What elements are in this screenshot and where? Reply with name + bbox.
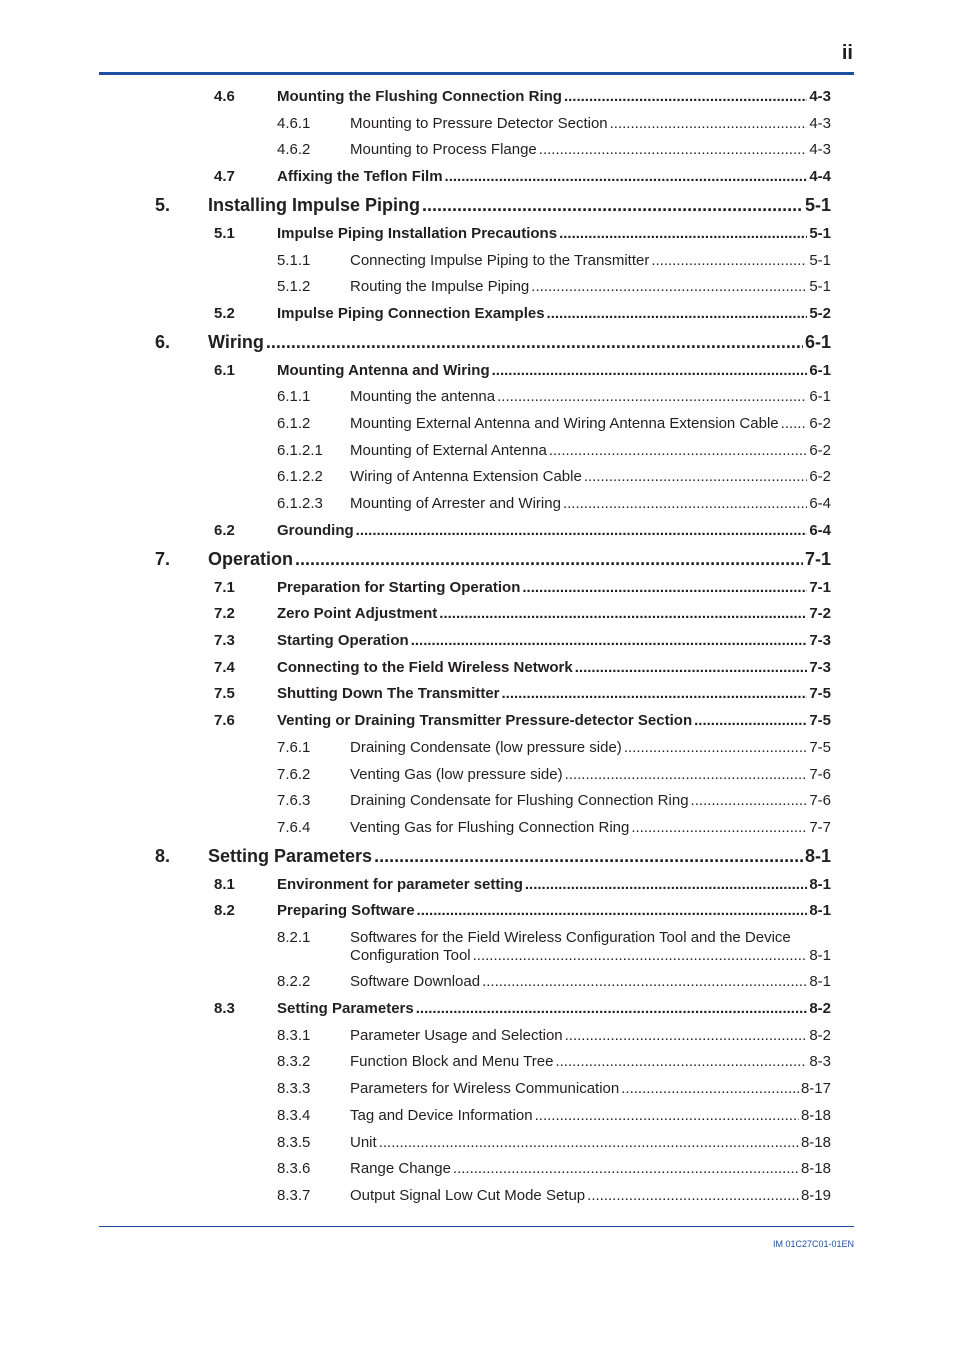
dot-leader — [482, 973, 807, 990]
toc-entry-title-wrap — [277, 902, 809, 919]
toc-entry-title-wrap — [277, 712, 809, 729]
dot-leader — [565, 1027, 808, 1044]
toc-entry-title: Operation — [208, 549, 294, 569]
toc-entry-8-3-4[interactable] — [277, 1107, 831, 1124]
toc-entry-title: Setting Parameters — [277, 1000, 414, 1017]
toc-entry-number: 6.1 — [214, 362, 235, 379]
toc-entry-6-1-1[interactable] — [277, 388, 831, 405]
footer-rule — [99, 1226, 854, 1227]
toc-entry-number: 7.1 — [214, 579, 235, 596]
toc-entry-title: Tag and Device Information — [350, 1107, 533, 1124]
toc-entry-page: 6-2 — [809, 442, 831, 459]
toc-entry-page: 4-4 — [809, 168, 831, 185]
toc-entry-title: Zero Point Adjustment — [277, 605, 438, 622]
toc-entry-6-1-2-1[interactable] — [277, 442, 831, 459]
toc-entry-page: 5-1 — [809, 252, 831, 269]
toc-entry-page: 7-7 — [809, 819, 831, 836]
toc-entry-title-wrap — [350, 278, 809, 295]
toc-entry-number: 6.2 — [214, 522, 235, 539]
toc-entry-title: Environment for parameter setting — [277, 876, 523, 893]
toc-entry-page: 4-3 — [809, 115, 831, 132]
toc-entry-title-wrap — [350, 766, 809, 783]
toc-entry-title: Wiring of Antenna Extension Cable — [350, 468, 582, 485]
toc-entry-title-wrap — [277, 876, 809, 893]
toc-entry-number: 7.2 — [214, 605, 235, 622]
dot-leader — [439, 605, 807, 622]
toc-entry-7-6-2[interactable] — [277, 766, 831, 783]
dot-leader — [549, 442, 808, 459]
toc-entry-6-1-2-2[interactable] — [277, 468, 831, 485]
toc-entry-title-wrap — [350, 1080, 801, 1097]
toc-entry-number: 4.7 — [214, 168, 235, 185]
toc-entry-number: 7. — [155, 549, 171, 569]
dot-leader — [531, 278, 807, 295]
dot-leader — [621, 1080, 799, 1097]
toc-entry-page: 8-2 — [809, 1027, 831, 1044]
toc-entry-number: 7.6.2 — [277, 766, 311, 783]
toc-entry-title: Grounding — [277, 522, 354, 539]
toc-entry-number: 6.1.2.1 — [277, 442, 323, 459]
toc-entry-4-6-1[interactable] — [277, 115, 831, 132]
toc-entry-title-wrap — [277, 632, 809, 649]
toc-entry-7-2[interactable] — [214, 605, 831, 622]
toc-entry-6-1[interactable] — [214, 362, 831, 379]
toc-entry-title-wrap — [208, 549, 805, 570]
toc-entry-number: 7.6 — [214, 712, 235, 729]
toc-entry-6-1-2-3[interactable] — [277, 495, 831, 512]
toc-entry-number: 8.1 — [214, 876, 235, 893]
toc-entry-title-wrap — [350, 1160, 801, 1177]
toc-entry-title-wrap — [350, 1134, 801, 1151]
dot-leader — [624, 739, 808, 756]
dot-leader — [473, 947, 808, 964]
toc-entry-page: 6-2 — [809, 415, 831, 432]
toc-entry-7-6[interactable] — [214, 712, 831, 729]
dot-leader — [374, 846, 803, 867]
toc-entry-title: Impulse Piping Connection Examples — [277, 305, 545, 322]
dot-leader — [266, 332, 803, 353]
toc-entry-page: 8-18 — [800, 1107, 831, 1124]
toc-entry-title-wrap — [277, 168, 809, 185]
toc-entry-page: 7-6 — [809, 766, 831, 783]
toc-entry-title-wrap — [350, 442, 809, 459]
toc-entry-title-wrap — [350, 792, 809, 809]
toc-entry-title: Mounting to Process Flange — [350, 141, 537, 158]
toc-entry-page: 7-3 — [809, 632, 831, 649]
toc-entry-8-3-3[interactable] — [277, 1080, 831, 1097]
toc-entry-number: 6. — [155, 332, 171, 352]
dot-leader — [522, 579, 807, 596]
toc-entry-title: Softwares for the Field Wireless Configuration Tool and the Device — [350, 929, 791, 946]
toc-entry-page: 6-1 — [804, 332, 831, 352]
toc-entry-8[interactable] — [155, 846, 831, 867]
toc-entry-title-continued: Configuration Tool — [350, 947, 471, 964]
toc-entry-number: 5.2 — [214, 305, 235, 322]
toc-entry-title-wrap — [350, 388, 809, 405]
toc-entry-page: 5-2 — [809, 305, 831, 322]
toc-entry-number: 8.3.3 — [277, 1080, 311, 1097]
toc-entry-title-wrap — [277, 659, 809, 676]
toc-entry-page: 7-5 — [809, 685, 831, 702]
toc-entry-title: Connecting to the Field Wireless Network — [277, 659, 573, 676]
toc-entry-number: 8.3.5 — [277, 1134, 311, 1151]
dot-leader — [379, 1134, 799, 1151]
toc-entry-title: Wiring — [208, 332, 264, 352]
toc-entry-page: 7-3 — [809, 659, 831, 676]
toc-entry-title-wrap — [277, 522, 809, 539]
dot-leader — [564, 88, 807, 105]
toc-entry-number: 7.5 — [214, 685, 235, 702]
toc-entry-page: 4-3 — [809, 141, 831, 158]
toc-entry-title: Mounting of Arrester and Wiring — [350, 495, 561, 512]
toc-entry-page: 6-4 — [809, 522, 831, 539]
toc-entry-8-2-1[interactable] — [277, 929, 831, 964]
toc-entry-title-wrap — [277, 225, 809, 242]
toc-entry-page: 7-5 — [809, 739, 831, 756]
toc-entry-number: 7.6.3 — [277, 792, 311, 809]
toc-entry-8-3-5[interactable] — [277, 1134, 831, 1151]
toc-entry-page: 5-1 — [809, 278, 831, 295]
toc-entry-4-6-2[interactable] — [277, 141, 831, 158]
toc-entry-page: 7-1 — [809, 579, 831, 596]
toc-entry-title-wrap — [350, 115, 809, 132]
toc-entry-title: Draining Condensate (low pressure side) — [350, 739, 622, 756]
toc-entry-title: Software Download — [350, 973, 481, 990]
toc-entry-title: Unit — [350, 1134, 377, 1151]
toc-entry-title-wrap — [277, 362, 809, 379]
toc-entry-8-3-6[interactable] — [277, 1160, 831, 1177]
toc-entry-page: 8-2 — [809, 1000, 831, 1017]
toc-entry-title: Setting Parameters — [208, 846, 373, 866]
dot-leader — [781, 415, 808, 432]
toc-entry-title-wrap — [350, 495, 809, 512]
toc-entry-6[interactable] — [155, 332, 831, 353]
toc-entry-number: 6.1.2.2 — [277, 468, 323, 485]
toc-entry-title-wrap — [277, 305, 809, 322]
toc-entry-5-2[interactable] — [214, 305, 831, 322]
toc-entry-page: 7-2 — [809, 605, 831, 622]
dot-leader — [445, 168, 808, 185]
toc-entry-8-3-1[interactable] — [277, 1027, 831, 1044]
toc-entry-page: 6-4 — [809, 495, 831, 512]
toc-entry-number: 6.1.2.3 — [277, 495, 323, 512]
toc-entry-title: Parameters for Wireless Communication — [350, 1080, 620, 1097]
dot-leader — [547, 305, 808, 322]
dot-leader — [555, 1053, 807, 1070]
toc-entry-title: Starting Operation — [277, 632, 409, 649]
toc-entry-4-6[interactable] — [214, 88, 831, 105]
toc-entry-number: 8.3.2 — [277, 1053, 311, 1070]
toc-entry-title: Venting or Draining Transmitter Pressure-detector Section — [277, 712, 693, 729]
toc-entry-title: Mounting Antenna and Wiring — [277, 362, 490, 379]
toc-entry-title-wrap — [208, 846, 805, 867]
dot-leader — [295, 549, 803, 570]
toc-entry-number: 8.3.7 — [277, 1187, 311, 1204]
toc-entry-page: 5-1 — [804, 195, 831, 215]
toc-entry-7-6-4[interactable] — [277, 819, 831, 836]
toc-entry-title-wrap — [350, 819, 809, 836]
document-id: IM 01C27C01-01EN — [772, 1239, 854, 1249]
dot-leader — [422, 195, 803, 216]
toc-entry-5-1-1[interactable] — [277, 252, 831, 269]
toc-entry-8-3-7[interactable] — [277, 1187, 831, 1204]
toc-entry-title-wrap — [277, 579, 809, 596]
toc-entry-number: 7.4 — [214, 659, 235, 676]
toc-entry-7-5[interactable] — [214, 685, 831, 702]
toc-entry-number: 5.1.2 — [277, 278, 311, 295]
dot-leader — [497, 388, 807, 405]
toc-entry-title: Mounting the antenna — [350, 388, 496, 405]
toc-entry-title: Installing Impulse Piping — [208, 195, 421, 215]
toc-entry-number: 8.2 — [214, 902, 235, 919]
dot-leader — [584, 468, 808, 485]
toc-entry-page: 8-1 — [804, 846, 831, 866]
header-rule — [99, 72, 854, 75]
toc-entry-7-6-3[interactable] — [277, 792, 831, 809]
dot-leader — [575, 659, 808, 676]
toc-entry-title: Output Signal Low Cut Mode Setup — [350, 1187, 586, 1204]
toc-entry-7-6-1[interactable] — [277, 739, 831, 756]
toc-entry-page: 8-1 — [809, 902, 831, 919]
dot-leader — [563, 495, 807, 512]
dot-leader — [525, 876, 807, 893]
dot-leader — [694, 712, 807, 729]
toc-entry-title: Venting Gas for Flushing Connection Ring — [350, 819, 630, 836]
toc-entry-page: 7-6 — [809, 792, 831, 809]
toc-entry-title-wrap — [350, 468, 809, 485]
toc-entry-5-1[interactable] — [214, 225, 831, 242]
toc-entry-title-wrap — [350, 739, 809, 756]
page-number: ii — [841, 42, 853, 64]
dot-leader — [535, 1107, 799, 1124]
toc-entry-title-wrap — [350, 252, 809, 269]
toc-entry-title-wrap — [350, 1053, 809, 1070]
dot-leader — [587, 1187, 799, 1204]
toc-entry-title: Function Block and Menu Tree — [350, 1053, 554, 1070]
toc-entry-number: 7.6.1 — [277, 739, 311, 756]
toc-entry-page: 8-17 — [800, 1080, 831, 1097]
toc-entry-number: 8.3 — [214, 1000, 235, 1017]
dot-leader — [502, 685, 808, 702]
toc-entry-page: 6-2 — [809, 468, 831, 485]
dot-leader — [559, 225, 807, 242]
toc-entry-title: Mounting of External Antenna — [350, 442, 547, 459]
toc-entry-number: 8.2.2 — [277, 973, 311, 990]
toc-entry-title-wrap — [277, 685, 809, 702]
toc-entry-title-wrap — [350, 141, 809, 158]
toc-entry-number: 8.3.1 — [277, 1027, 311, 1044]
toc-entry-title: Affixing the Teflon Film — [277, 168, 443, 185]
toc-entry-page: 8-1 — [809, 973, 831, 990]
toc-entry-page: 8-19 — [800, 1187, 831, 1204]
toc-entry-title-wrap — [350, 1187, 801, 1204]
toc-entry-number: 5.1 — [214, 225, 235, 242]
toc-entry-number: 6.1.1 — [277, 388, 311, 405]
toc-entry-title: Mounting the Flushing Connection Ring — [277, 88, 562, 105]
toc-entry-6-2[interactable] — [214, 522, 831, 539]
toc-entry-7-1[interactable] — [214, 579, 831, 596]
toc-entry-title-wrap — [208, 195, 805, 216]
toc-entry-number: 8.3.6 — [277, 1160, 311, 1177]
toc-entry-number: 4.6 — [214, 88, 235, 105]
toc-entry-title: Mounting to Pressure Detector Section — [350, 115, 608, 132]
toc-entry-page: 8-1 — [809, 876, 831, 893]
dot-leader — [411, 632, 808, 649]
toc-entry-title-wrap — [277, 88, 809, 105]
toc-entry-8-3[interactable] — [214, 1000, 831, 1017]
toc-entry-8-2-2[interactable] — [277, 973, 831, 990]
toc-entry-title-wrap — [350, 415, 809, 432]
toc-entry-page: 8-3 — [809, 1053, 831, 1070]
dot-leader — [691, 792, 808, 809]
toc-entry-7-4[interactable] — [214, 659, 831, 676]
toc-entry-number: 4.6.2 — [277, 141, 311, 158]
toc-entry-page: 4-3 — [809, 88, 831, 105]
toc-entry-title: Routing the Impulse Piping — [350, 278, 530, 295]
dot-leader — [356, 522, 808, 539]
toc-entry-5-1-2[interactable] — [277, 278, 831, 295]
toc-entry-title-wrap — [208, 332, 805, 353]
dot-leader — [651, 252, 807, 269]
toc-entry-title: Impulse Piping Installation Precautions — [277, 225, 558, 242]
toc-entry-4-7[interactable] — [214, 168, 831, 185]
toc-entry-title: Parameter Usage and Selection — [350, 1027, 563, 1044]
toc-entry-title: Shutting Down The Transmitter — [277, 685, 500, 702]
toc-entry-5[interactable] — [155, 195, 831, 216]
toc-entry-number: 7.6.4 — [277, 819, 311, 836]
dot-leader — [565, 766, 808, 783]
toc-entry-title-wrap — [350, 973, 809, 990]
toc-entry-number: 6.1.2 — [277, 415, 311, 432]
toc-entry-page: 7-5 — [809, 712, 831, 729]
toc-entry-number: 8.3.4 — [277, 1107, 311, 1124]
toc-entry-page: 7-1 — [804, 549, 831, 569]
toc-entry-title: Venting Gas (low pressure side) — [350, 766, 563, 783]
toc-entry-number: 5.1.1 — [277, 252, 311, 269]
dot-leader — [417, 902, 808, 919]
toc-entry-number: 8.2.1 — [277, 929, 311, 946]
toc-entry-title-wrap — [277, 605, 809, 622]
toc-entry-7-3[interactable] — [214, 632, 831, 649]
dot-leader — [610, 115, 808, 132]
toc-entry-title: Range Change — [350, 1160, 451, 1177]
dot-leader — [416, 1000, 808, 1017]
toc-entry-title: Preparation for Starting Operation — [277, 579, 521, 596]
toc-entry-title: Draining Condensate for Flushing Connection Ring — [350, 792, 689, 809]
toc-entry-title: Preparing Software — [277, 902, 415, 919]
toc-entry-8-1[interactable] — [214, 876, 831, 893]
toc-entry-6-1-2[interactable] — [277, 415, 831, 432]
toc-entry-title-wrap — [350, 947, 809, 964]
toc-entry-page: 8-18 — [800, 1134, 831, 1151]
toc-entry-title-wrap — [350, 1107, 801, 1124]
dot-leader — [539, 141, 808, 158]
toc-entry-8-3-2[interactable] — [277, 1053, 831, 1070]
toc-entry-title: Connecting Impulse Piping to the Transmitter — [350, 252, 650, 269]
toc-entry-title-wrap — [350, 1027, 809, 1044]
toc-entry-title: Mounting External Antenna and Wiring Antenna Extension Cable — [350, 415, 779, 432]
dot-leader — [453, 1160, 799, 1177]
toc-entry-number: 4.6.1 — [277, 115, 311, 132]
toc-entry-page: 8-1 — [809, 947, 831, 964]
toc-entry-number: 7.3 — [214, 632, 235, 649]
toc-entry-page: 6-1 — [809, 388, 831, 405]
toc-entry-8-2[interactable] — [214, 902, 831, 919]
toc-entry-7[interactable] — [155, 549, 831, 570]
toc-entry-page: 8-18 — [800, 1160, 831, 1177]
toc-entry-page: 5-1 — [809, 225, 831, 242]
toc-entry-number: 8. — [155, 846, 171, 866]
toc-entry-page: 6-1 — [809, 362, 831, 379]
dot-leader — [631, 819, 807, 836]
toc-entry-number: 5. — [155, 195, 171, 215]
dot-leader — [492, 362, 808, 379]
toc-entry-title-wrap — [277, 1000, 809, 1017]
